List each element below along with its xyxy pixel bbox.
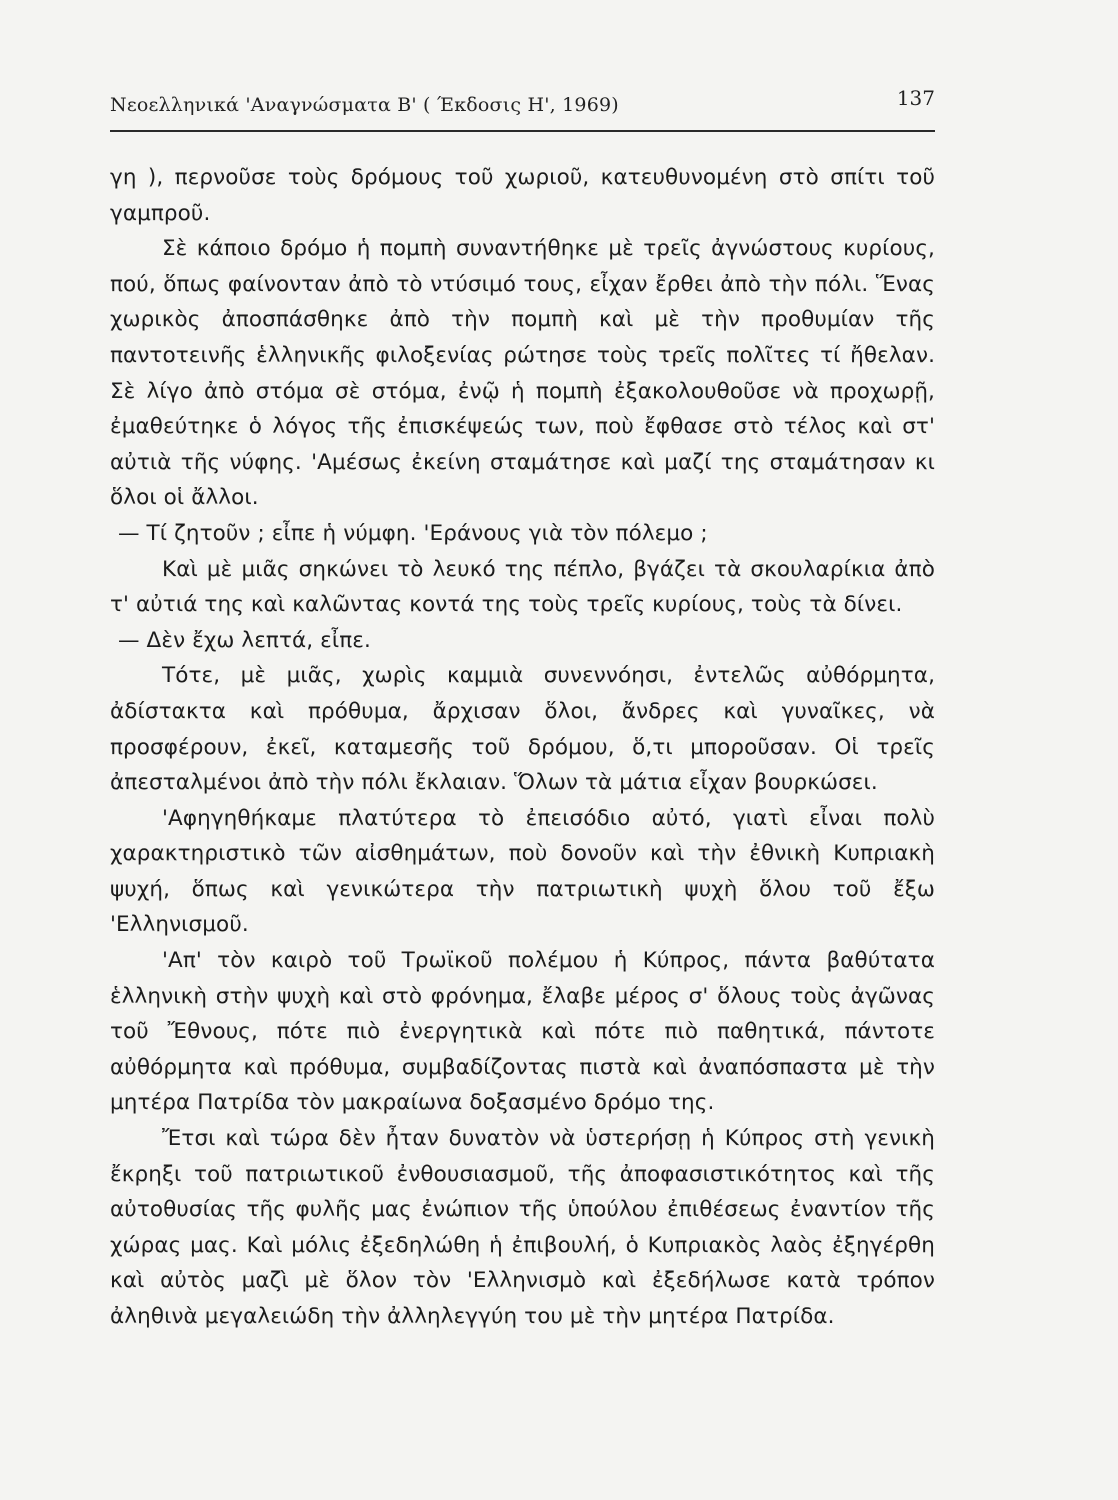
body-text [110,160,935,1335]
running-header [110,86,935,126]
paragraph: Τότε, μὲ μιᾶς, χωρὶς καμμιὰ συνεννόησι, ἐντελῶς αὐθόρμητα, ἀδίστακτα καὶ πρόθυμα, ἄρχισαν ὅλοι, ἄνδρες καὶ γυναῖκες, νὰ προσφέρουν, ἐκεῖ, καταμεσῆς τοῦ δρόμου, ὅ,τι μποροῦσαν. Οἱ τρεῖς ἀπεσταλμένοι ἀπὸ τὴν πόλι ἔκλαιαν. Ὅλων τὰ μάτια εἶχαν βουρκώσει. [110,663,935,796]
paragraph: 'Αφηγηθήκαμε πλατύτερα τὸ ἐπεισόδιο αὐτό, γιατὶ εἶναι πολὺ χαρακτηριστικὸ τῶν αἰσθημάτων, ποὺ δονοῦν καὶ τὴν ἐθνικὴ Κυπριακὴ ψυχή, ὅπως καὶ γενικώτερα τὴν πατριωτικὴ ψυχὴ ὅλου τοῦ ἔξω 'Ελληνισμοῦ. [110,805,935,938]
dialogue-line: — Δὲν ἔχω λεπτά, εἶπε. [118,627,371,653]
paragraph: Καὶ μὲ μιᾶς σηκώνει τὸ λευκό της πέπλο, βγάζει τὰ σκουλαρίκια ἀπὸ τ' αὐτιά της καὶ καλῶντας κοντά της τοὺς τρεῖς κυρίους, τοὺς τὰ δίνει. [110,556,935,618]
paragraph: 'Απ' τὸν καιρὸ τοῦ Τρωϊκοῦ πολέμου ἡ Κύπρος, πάντα βαθύτατα ἑλληνικὴ στὴν ψυχὴ καὶ στὸ φρόνημα, ἔλαβε μέρος σ' ὅλους τοὺς ἀγῶνας τοῦ Ἔθνους, πότε πιὸ ἐνεργητικὰ καὶ πότε πιὸ παθητικά, πάντοτε αὐθόρμητα καὶ πρόθυμα, συμβαδίζοντας πιστὰ καὶ ἀναπόσπαστα μὲ τὴν μητέρα Πατρίδα τὸν μακραίωνα δοξασμένο δρόμο της. [110,948,935,1116]
header-rule [110,130,935,132]
page-number: 137 [896,86,935,110]
paragraph: Ἔτσι καὶ τώρα δὲν ἦταν δυνατὸν νὰ ὑστερήσῃ ἡ Κύπρος στὴ γενικὴ ἔκρηξι τοῦ πατριωτικοῦ ἐνθουσιασμοῦ, τῆς ἀποφασιστικότητος καὶ τῆς αὐτοθυσίας τῆς φυλῆς μας ἐνώπιον τῆς ὑπούλου ἐπιθέσεως ἐναντίον τῆς χώρας μας. Καὶ μόλις ἐξεδηλώθη ἡ ἐπιβουλή, ὁ Κυπριακὸς λαὸς ἐξηγέρθη καὶ αὐτὸς μαζὶ μὲ ὅλον τὸν 'Ελληνισμὸ καὶ ἐξεδήλωσε κατὰ τρόπον ἀληθινὰ μεγαλειώδη τὴν ἀλληλεγγύη του μὲ τὴν μητέρα Πατρίδα. [110,1126,935,1329]
paragraph: γη ), περνοῦσε τοὺς δρόμους τοῦ χωριοῦ, κατευθυνομένη στὸ σπίτι τοῦ γαμπροῦ. [110,165,935,226]
dialogue-line: — Τί ζητοῦν ; εἶπε ἡ νύμφη. 'Εράνους γιὰ τὸν πόλεμο ; [118,520,708,546]
header-title: Νεοελληνικά 'Αναγνώσματα Β' ( Έκδοσις Η', 1969) [110,94,619,116]
paragraph: Σὲ κάποιο δρόμο ἡ πομπὴ συναντήθηκε μὲ τρεῖς ἀγνώστους κυρίους, πού, ὅπως φαίνονταν ἀπὸ τὸ ντύσιμό τους, εἶχαν ἔρθει ἀπὸ τὴν πόλι. Ἕνας χωρικὸς ἀποσπάσθηκε ἀπὸ τὴν πομπὴ καὶ μὲ τὴν προθυμίαν τῆς παντοτεινῆς ἑλληνικῆς φιλοξενίας ρώτησε τοὺς τρεῖς πολῖτες τί ἤθελαν. Σὲ λίγο ἀπὸ στόμα σὲ στόμα, ἐνῷ ἡ πομπὴ ἐξακολουθοῦσε νὰ προχωρῇ, ἐμαθεύτηκε ὁ λόγος τῆς ἐπισκέψεώς των, ποὺ ἔφθασε στὸ τέλος καὶ στ' αὐτιὰ τῆς νύφης. 'Αμέσως ἐκείνη σταμάτησε καὶ μαζί της σταμάτησαν κι ὅλοι οἱ ἄλλοι. [110,236,935,511]
